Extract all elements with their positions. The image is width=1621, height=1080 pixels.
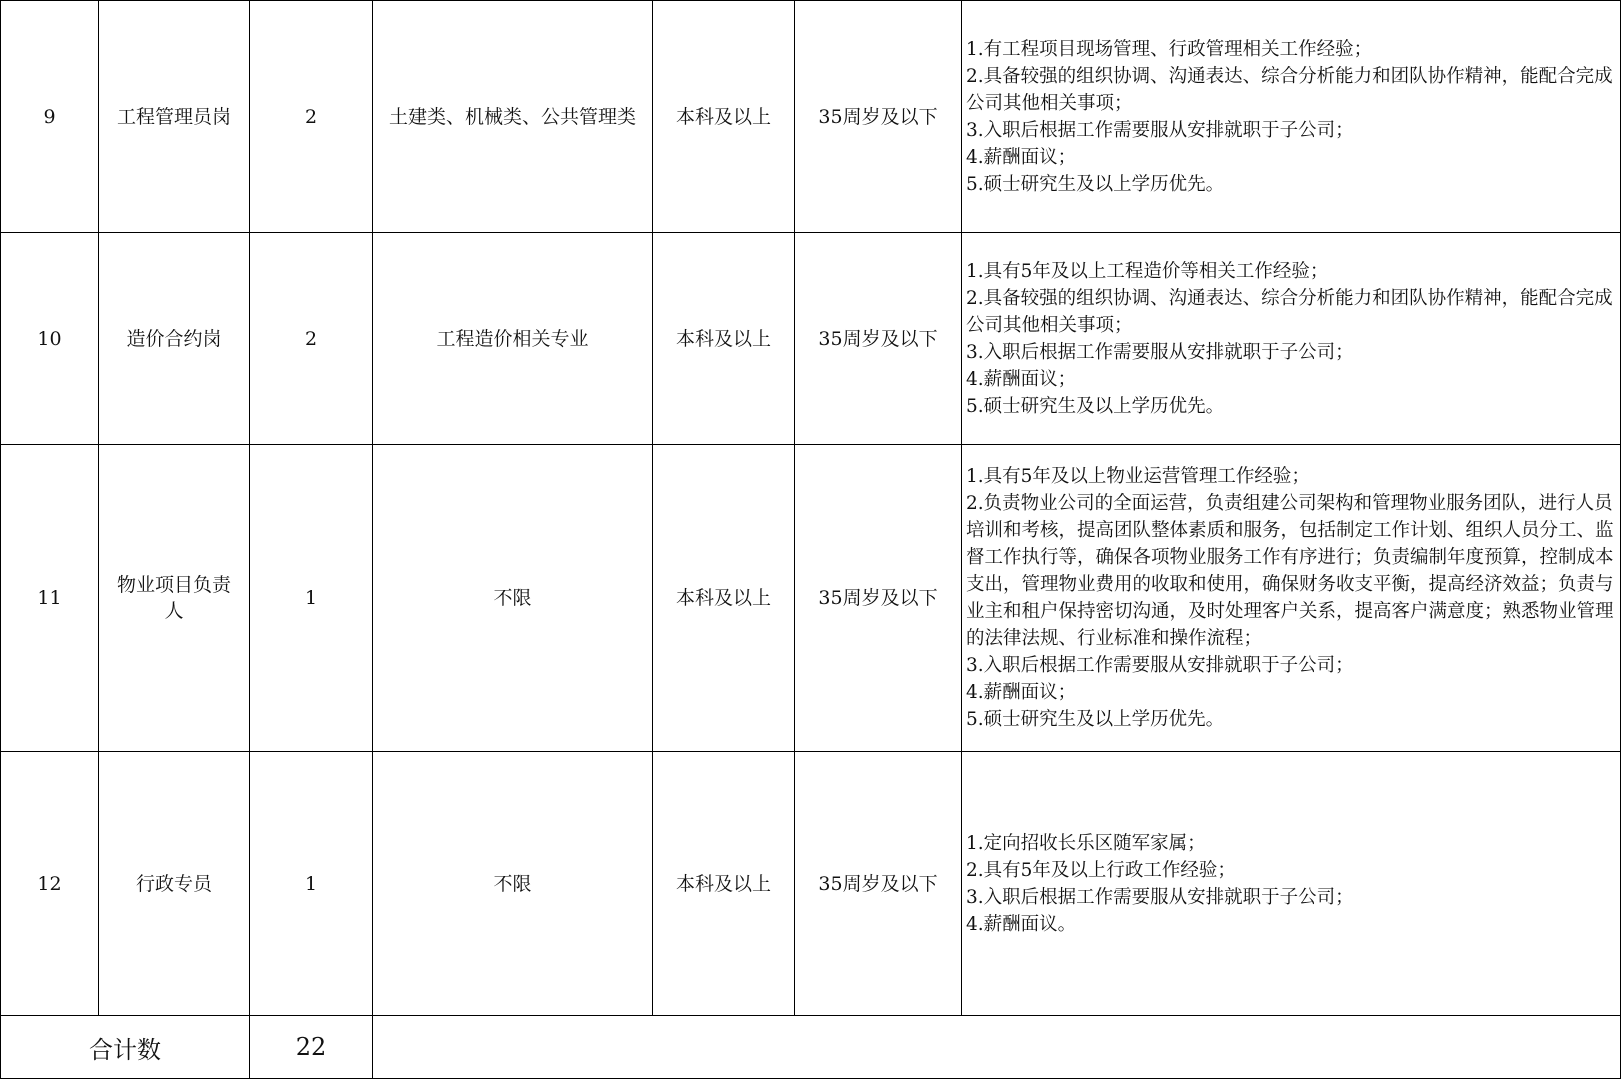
cell-no: 9 (1, 1, 99, 233)
total-row (1, 1016, 1621, 1079)
cell-count: 1 (250, 752, 373, 1016)
requirement-line: 4.薪酬面议； (966, 368, 1077, 390)
requirement-line: 1.具有5年及以上工程造价等相关工作经验； (966, 260, 1329, 282)
cell-count: 1 (250, 445, 373, 752)
cell-requirements (962, 233, 1621, 445)
cell-no: 12 (1, 752, 99, 1016)
cell-position: 物业项目负责人 (99, 445, 250, 752)
table-row (1, 445, 1621, 752)
cell-age: 35周岁及以下 (795, 233, 962, 445)
requirement-line: 2.具有5年及以上行政工作经验； (966, 859, 1236, 881)
cell-requirements (962, 445, 1621, 752)
table-row (1, 752, 1621, 1016)
cell-major: 土建类、机械类、公共管理类 (373, 1, 653, 233)
requirement-line: 4.薪酬面议。 (966, 913, 1077, 935)
cell-requirements (962, 1, 1621, 233)
table-row (1, 233, 1621, 445)
cell-position: 行政专员 (99, 752, 250, 1016)
total-value: 22 (250, 1016, 373, 1079)
requirement-line: 1.有工程项目现场管理、行政管理相关工作经验； (966, 38, 1373, 60)
requirement-line: 3.入职后根据工作需要服从安排就职于子公司； (966, 655, 1354, 676)
requirement-line: 3.入职后根据工作需要服从安排就职于子公司； (966, 119, 1354, 141)
table-row (1, 1, 1621, 233)
requirement-line: 5.硕士研究生及以上学历优先。 (966, 709, 1225, 730)
cell-position: 造价合约岗 (99, 233, 250, 445)
cell-requirements (962, 752, 1621, 1016)
requirement-line: 3.入职后根据工作需要服从安排就职于子公司； (966, 341, 1354, 363)
requirement-line: 1.定向招收长乐区随军家属； (966, 832, 1206, 854)
requirement-line: 5.硕士研究生及以上学历优先。 (966, 395, 1225, 417)
cell-count: 2 (250, 233, 373, 445)
requirement-line: 4.薪酬面议； (966, 682, 1077, 703)
requirement-line: 5.硕士研究生及以上学历优先。 (966, 173, 1225, 195)
requirement-line: 1.具有5年及以上物业运营管理工作经验； (966, 466, 1310, 487)
cell-age: 35周岁及以下 (795, 445, 962, 752)
cell-age: 35周岁及以下 (795, 752, 962, 1016)
cell-education: 本科及以上 (653, 233, 795, 445)
requirement-line: 4.薪酬面议； (966, 146, 1077, 168)
cell-count: 2 (250, 1, 373, 233)
total-label: 合计数 (1, 1016, 250, 1079)
cell-position: 工程管理员岗 (99, 1, 250, 233)
cell-major: 不限 (373, 445, 653, 752)
requirement-line: 3.入职后根据工作需要服从安排就职于子公司； (966, 886, 1354, 908)
total-empty-cell (373, 1016, 1621, 1079)
cell-education: 本科及以上 (653, 752, 795, 1016)
cell-education: 本科及以上 (653, 1, 795, 233)
requirement-line: 2.具备较强的组织协调、沟通表达、综合分析能力和团队协作精神，能配合完成公司其他相关事项； (966, 287, 1613, 336)
cell-no: 10 (1, 233, 99, 445)
requirement-line: 2.具备较强的组织协调、沟通表达、综合分析能力和团队协作精神，能配合完成公司其他相关事项； (966, 65, 1613, 114)
cell-education: 本科及以上 (653, 445, 795, 752)
requirement-line: 2.负责物业公司的全面运营，负责组建公司架构和管理物业服务团队，进行人员培训和考核，提高团队整体素质和服务，包括制定工作计划、组织人员分工、监督工作执行等，确保各项物业服务工作有序进行；负责编制年度预算，控制成本支出，管理物业费用的收取和使用，确保财务收支平衡，提高经济效益；负责与业主和租户保持密切沟通，及时处理客户关系，提高客户满意度；熟悉物业管理的法律法规、行业标准和操作流程； (966, 493, 1614, 649)
cell-major: 工程造价相关专业 (373, 233, 653, 445)
cell-no: 11 (1, 445, 99, 752)
cell-age: 35周岁及以下 (795, 1, 962, 233)
cell-major: 不限 (373, 752, 653, 1016)
